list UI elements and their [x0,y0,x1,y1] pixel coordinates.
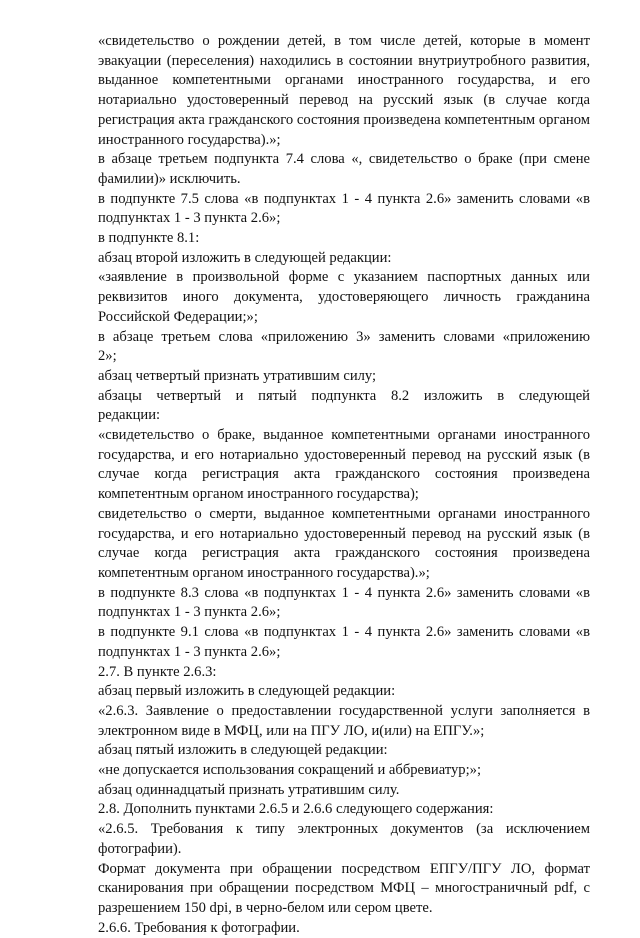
text-line: 2»; [98,348,117,365]
paragraph [64,741,590,761]
text-line: фамилии)» исключить. [98,170,241,187]
paragraph [64,229,590,249]
paragraph [64,584,590,623]
text-line: Формат документа при обращении посредством ЕПГУ/ПГУ ЛО, формат [98,860,590,877]
text-line: абзац одиннадцатый признать утратившим силу. [98,781,400,798]
text-line: случае когда регистрация акта гражданского состояния произведена [98,466,590,483]
paragraph [64,150,590,189]
text-line: Российской Федерации;»; [98,308,258,325]
paragraph [64,663,590,683]
text-line: редакции: [98,407,161,424]
text-line: иностранного государства).»; [98,131,281,148]
text-line: 2.8. Дополнить пунктами 2.6.5 и 2.6.6 следующего содержания: [98,801,494,818]
paragraph [64,505,590,584]
text-line: в абзаце третьем подпункта 7.4 слова «, свидетельство о браке (при смене [98,151,590,168]
paragraph [64,426,590,505]
text-line: подпунктах 1 - 3 пункта 2.6»; [98,643,281,660]
text-line: фотографии). [98,840,182,857]
text-line: абзац четвертый признать утратившим силу; [98,367,377,384]
text-line: случае когда регистрация акта гражданского состояния произведена [98,545,590,562]
text-line: «2.6.3. Заявление о предоставлении государственной услуги заполняется в [98,702,590,719]
paragraph [64,682,590,702]
paragraph [64,761,590,781]
text-line: компетентным органом иностранного государства).»; [98,564,430,581]
text-line: абзац второй изложить в следующей редакции: [98,249,392,266]
text-line: подпунктах 1 - 3 пункта 2.6»; [98,604,281,621]
paragraph [64,860,590,919]
paragraph [64,919,590,938]
paragraph [64,820,590,859]
text-line: «2.6.5. Требования к типу электронных документов (за исключением [98,821,590,838]
text-line: разрешением 150 dpi, в черно-белом или сером цвете. [98,899,433,916]
text-line: подпунктах 1 - 3 пункта 2.6»; [98,210,281,227]
text-line: выданное компетентными органами иностранного государства, и его [98,72,590,89]
paragraph [64,623,590,662]
paragraph [64,190,590,229]
paragraph [64,387,590,426]
paragraph [64,800,590,820]
text-line: в подпункте 7.5 слова «в подпунктах 1 - 4 пункта 2.6» заменить словами «в [98,190,590,207]
text-line: «свидетельство о браке, выданное компетентными органами иностранного [98,427,590,444]
text-line: в подпункте 8.1: [98,230,200,247]
text-line: свидетельство о смерти, выданное компетентными органами иностранного [98,505,590,522]
paragraph [64,702,590,741]
text-line: сканирования при обращении посредством МФЦ – многостраничный pdf, с [98,880,590,897]
text-line: 2.6.6. Требования к фотографии. [98,919,300,936]
text-line: компетентным органом иностранного государства); [98,486,419,503]
text-line: абзацы четвертый и пятый подпункта 8.2 изложить в следующей [98,387,590,404]
text-line: государства, и его нотариально удостоверенный перевод на русский язык (в [98,525,590,542]
paragraph [64,32,590,150]
text-line: регистрация акта гражданского состояния произведена компетентным органом [98,111,590,128]
text-line: абзац пятый изложить в следующей редакции: [98,742,388,759]
text-line: в подпункте 8.3 слова «в подпунктах 1 - 4 пункта 2.6» заменить словами «в [98,584,590,601]
text-line: «не допускается использования сокращений и аббревиатур;»; [98,762,482,779]
text-line: государства, и его нотариально удостоверенный перевод на русский язык (в [98,446,590,463]
paragraph [64,781,590,801]
text-line: в подпункте 9.1 слова «в подпунктах 1 - 4 пункта 2.6» заменить словами «в [98,624,590,641]
text-line: «заявление в произвольной форме с указанием паспортных данных или [98,269,590,286]
text-line: 2.7. В пункте 2.6.3: [98,663,217,680]
text-line: в абзаце третьем слова «приложению 3» заменить словами «приложению [98,328,590,345]
text-line: эвакуации (переселения) находились в состоянии внутриутробного развития, [98,52,590,69]
text-line: «свидетельство о рождении детей, в том числе детей, которые в момент [98,33,590,49]
text-line: электронном виде в МФЦ, или на ПГУ ЛО, и(или) на ЕПГУ.»; [98,722,485,739]
text-line: нотариально удостоверенный перевод на русский язык (в случае когда [98,92,590,109]
paragraph [64,268,590,327]
paragraph [64,249,590,269]
text-line: реквизитов иного документа, удостоверяющего личность гражданина [98,289,590,306]
paragraph [64,367,590,387]
paragraph [64,328,590,367]
text-line: абзац первый изложить в следующей редакции: [98,683,396,700]
